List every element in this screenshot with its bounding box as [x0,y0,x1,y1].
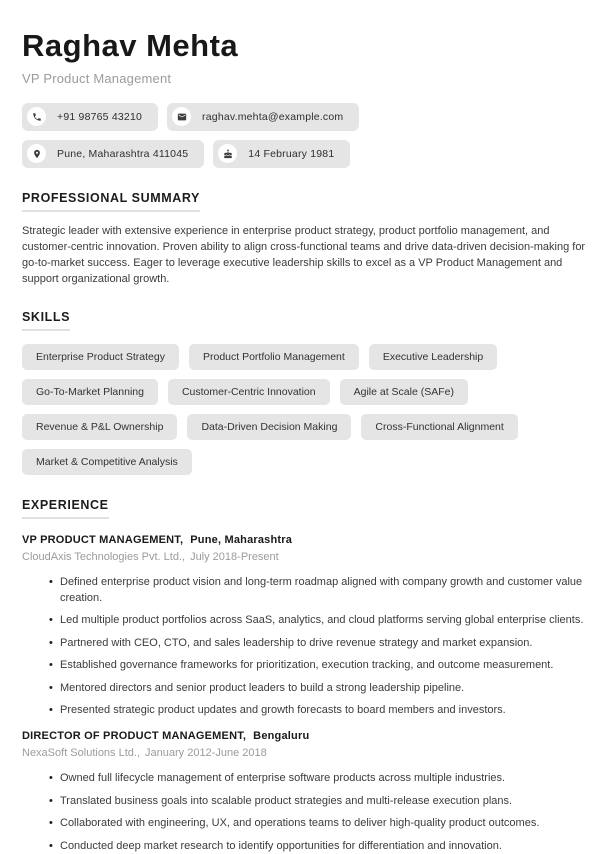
experience-job-2 [22,730,590,854]
envelope-icon [172,107,191,126]
job-bullet: • Led multiple product portfolios across SaaS, analytics, and cloud platforms serving global enterprise clients. [60,612,590,628]
job-bullet: • Translated business goals into scalable product strategies and multi-release execution plans. [60,793,590,809]
person-name: Raghav Mehta [22,28,239,63]
job-bullet-list [22,770,590,854]
job-bullet: • Conducted deep market research to identify opportunities for differentiation and innovation. [60,838,590,854]
contact-chip-phone [22,103,158,131]
job-title-line [22,534,590,546]
job-bullet: • Mentored directors and senior product leaders to build a strong leadership pipeline. [60,680,590,696]
skill-chip: Cross-Functional Alignment [361,414,517,440]
section-professional-summary [22,189,590,287]
skills-list [22,344,590,475]
section-skills [22,308,590,475]
skill-chip: Enterprise Product Strategy [22,344,179,370]
job-bullet: • Collaborated with engineering, UX, and operations teams to deliver high-quality product outcomes. [60,815,590,831]
skill-chip: Agile at Scale (SAFe) [340,379,468,405]
contact-email-label: raghav.mehta@example.com [202,110,344,123]
contact-phone-label: +91 98765 43210 [57,110,143,123]
skill-chip: Data-Driven Decision Making [187,414,351,440]
skill-chip: Executive Leadership [369,344,497,370]
contact-location-label: Pune, Maharashtra 411045 [57,147,189,160]
contact-birthdate-label: 14 February 1981 [248,147,335,160]
map-pin-icon [27,144,46,163]
skill-chip: Market & Competitive Analysis [22,449,192,475]
job-company: CloudAxis Technologies Pvt. Ltd., [22,550,186,563]
job-bullet: • Owned full lifecycle management of enterprise software products across multiple industries. [60,770,590,786]
skill-chip: Product Portfolio Management [189,344,359,370]
summary-heading: PROFESSIONAL SUMMARY [22,191,200,212]
job-company-line [22,551,590,563]
job-company-line [22,747,590,759]
skill-chip: Customer-Centric Innovation [168,379,330,405]
job-company: NexaSoft Solutions Ltd., [22,747,141,760]
job-location: Bengaluru [253,730,310,743]
job-bullet: • Partnered with CEO, CTO, and sales leadership to drive revenue strategy and market expansion. [60,635,590,651]
summary-text: Strategic leader with extensive experience in enterprise product strategy, product portfolio management, and customer-centric innovation. Proven ability to align cross-functional teams and drive data-driven decision-making for go-to-market success. Eager to leverage executive leadership skills to excel as a VP Product Management and support organizational growth. [22,224,586,285]
skills-heading: SKILLS [22,310,70,331]
phone-icon [27,107,46,126]
job-title: VP PRODUCT MANAGEMENT, [22,533,184,546]
skill-chip: Revenue & P&L Ownership [22,414,177,440]
experience-job-1 [22,534,590,719]
job-bullet: • Established governance frameworks for prioritization, execution tracking, and outcome measurement. [60,657,590,673]
job-title-line [22,730,590,742]
job-location: Pune, Maharashtra [190,533,293,546]
contact-chips [22,103,522,168]
experience-heading: EXPERIENCE [22,498,109,519]
job-bullet-list [22,574,590,719]
contact-chip-email [167,103,359,131]
contact-chip-location [22,140,204,168]
job-title: DIRECTOR OF PRODUCT MANAGEMENT, [22,730,247,743]
section-experience [22,496,590,854]
person-title: VP Product Management [22,70,172,86]
job-bullet: • Defined enterprise product vision and long-term roadmap aligned with company growth and customer value creation. [60,574,590,606]
skill-chip: Go-To-Market Planning [22,379,158,405]
contact-chip-birthdate [213,140,350,168]
job-dates: July 2018-Present [190,550,279,563]
cake-icon [218,144,237,163]
job-dates: January 2012-June 2018 [145,747,267,760]
job-bullet: • Presented strategic product updates and growth forecasts to board members and investors. [60,702,590,718]
